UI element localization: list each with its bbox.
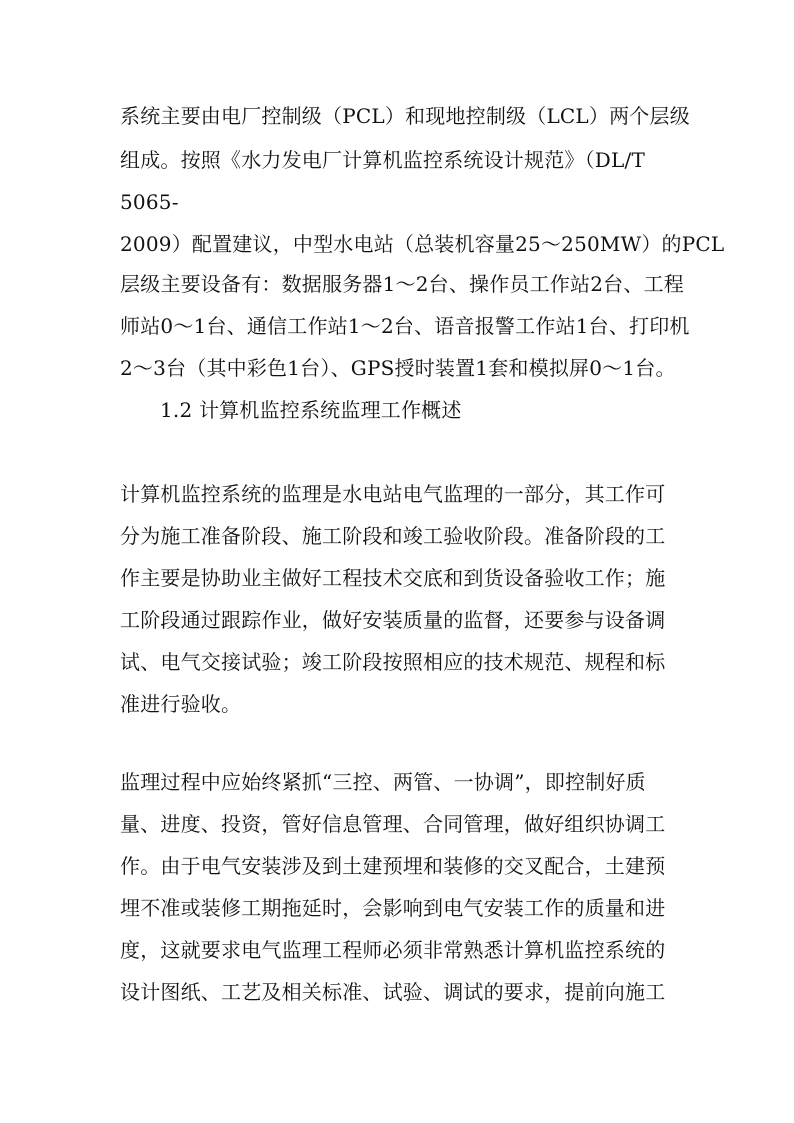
paragraph-1-line-6: 师站0～1台、通信工作站1～2台、语音报警工作站1台、打印机 (120, 314, 690, 338)
paragraph-1-line-7: 2～3台（其中彩色1台）、GPS授时装置1套和模拟屏0～1台。 (120, 356, 676, 380)
paragraph-2-line-4: 工阶段通过跟踪作业，做好安装质量的监督，还要参与设备调 (120, 608, 666, 632)
paragraph-3-line-5: 度，这就要求电气监理工程师必须非常熟悉计算机监控系统的 (120, 938, 666, 962)
paragraph-3-line-1: 监理过程中应始终紧抓“三控、两管、一协调”，即控制好质 (120, 770, 646, 794)
paragraph-1-line-5: 层级主要设备有：数据服务器1～2台、操作员工作站2台、工程 (120, 272, 684, 296)
paragraph-3-line-2: 量、进度、投资，管好信息管理、合同管理，做好组织协调工 (120, 812, 666, 836)
paragraph-2-line-1: 计算机监控系统的监理是水电站电气监理的一部分，其工作可 (120, 482, 666, 506)
paragraph-1-line-1: 系统主要由电厂控制级（PCL）和现地控制级（LCL）两个层级 (120, 104, 690, 128)
paragraph-2-line-2: 分为施工准备阶段、施工阶段和竣工验收阶段。准备阶段的工 (120, 524, 666, 548)
paragraph-1-line-4: 2009）配置建议，中型水电站（总装机容量25～250MW）的PCL (120, 232, 725, 256)
paragraph-2-line-6: 准进行验收。 (120, 692, 242, 716)
paragraph-3-line-4: 埋不准或装修工期拖延时，会影响到电气安装工作的质量和进 (120, 896, 666, 920)
paragraph-2-line-5: 试、电气交接试验；竣工阶段按照相应的技术规范、规程和标 (120, 650, 666, 674)
paragraph-3-line-3: 作。由于电气安装涉及到土建预埋和装修的交叉配合，土建预 (120, 854, 666, 878)
paragraph-3-line-6: 设计图纸、工艺及相关标准、试验、调试的要求，提前向施工 (120, 980, 666, 1004)
paragraph-1-line-2: 组成。按照《水力发电厂计算机监控系统设计规范》（DL/T (120, 148, 645, 172)
paragraph-2-line-3: 作主要是协助业主做好工程技术交底和到货设备验收工作；施 (120, 566, 666, 590)
section-heading: 1.2 计算机监控系统监理工作概述 (160, 398, 462, 422)
paragraph-1-line-3: 5065- (120, 190, 179, 214)
